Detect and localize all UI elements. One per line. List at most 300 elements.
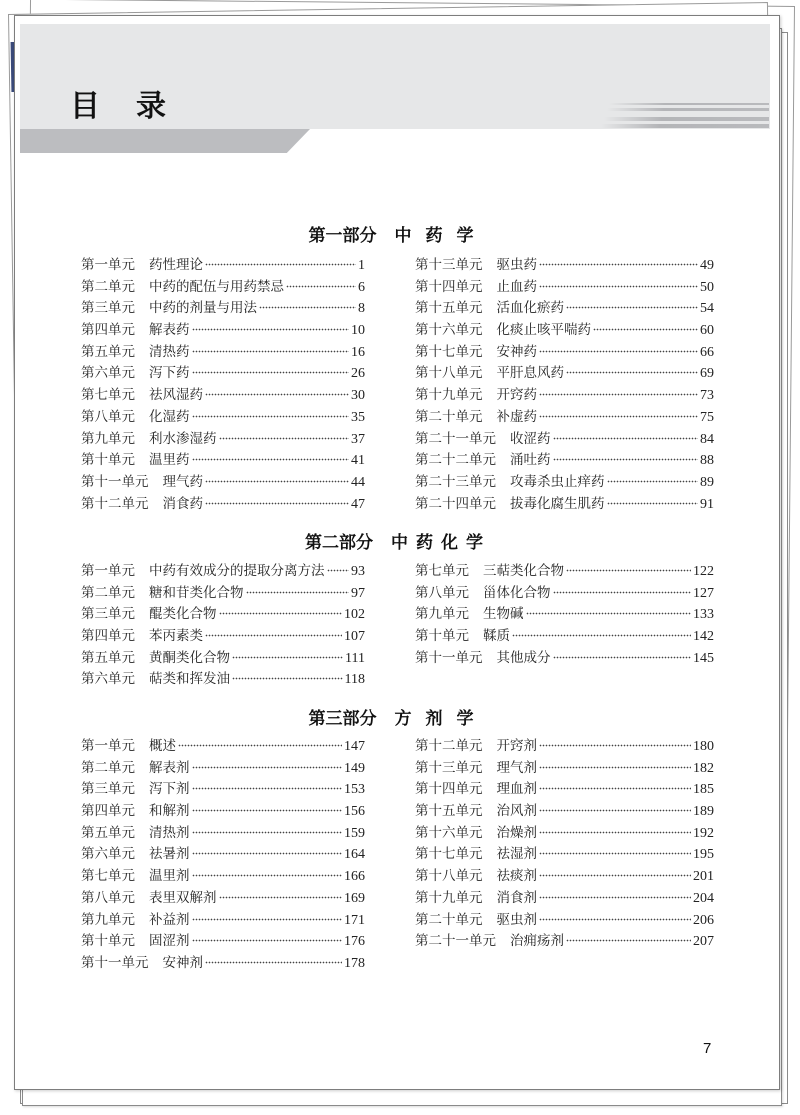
dot-leader xyxy=(539,874,691,877)
dot-leader xyxy=(539,766,691,769)
entry-title: 收涩药 xyxy=(510,430,551,447)
dot-leader xyxy=(512,634,691,637)
entry-title: 萜类和挥发油 xyxy=(149,671,230,688)
page-ref: 30 xyxy=(351,388,365,404)
entry-title: 活血化瘀药 xyxy=(496,300,564,317)
toc-entry[interactable] xyxy=(81,734,365,756)
entry-title: 开窍药 xyxy=(496,387,537,404)
page-ref: 192 xyxy=(693,825,714,841)
entry-title: 清热药 xyxy=(149,343,190,360)
page-ref: 176 xyxy=(344,934,365,950)
toc-entry[interactable] xyxy=(415,646,714,668)
toc-column-right xyxy=(415,253,714,513)
dot-leader xyxy=(539,787,691,790)
dot-leader xyxy=(192,458,350,461)
page-ref: 178 xyxy=(344,955,365,971)
page-ref: 133 xyxy=(693,607,714,623)
page-ref: 6 xyxy=(358,279,365,295)
dot-leader xyxy=(539,896,691,899)
dot-leader xyxy=(607,480,699,483)
unit-label: 第七单元 xyxy=(81,868,135,885)
entry-title: 理血剂 xyxy=(496,781,537,798)
page-ref: 16 xyxy=(351,344,365,360)
dot-leader xyxy=(192,809,343,812)
toc-entry[interactable] xyxy=(81,777,365,799)
page-ref: 122 xyxy=(693,564,714,579)
toc-entry[interactable] xyxy=(415,842,714,864)
page-ref: 54 xyxy=(700,301,714,317)
dot-leader xyxy=(192,766,343,769)
unit-label: 第二单元 xyxy=(81,759,135,776)
dot-leader xyxy=(327,569,350,572)
page-ref: 10 xyxy=(351,323,365,339)
entry-title: 开窍剂 xyxy=(496,738,537,754)
unit-label: 第十三单元 xyxy=(415,257,483,273)
entry-title: 甾体化合物 xyxy=(483,584,551,601)
dot-leader xyxy=(192,852,343,855)
dot-leader xyxy=(539,285,698,288)
dot-leader xyxy=(192,874,343,877)
toc-entry[interactable] xyxy=(81,756,365,778)
toc-entry[interactable] xyxy=(81,275,365,297)
toc-entry[interactable] xyxy=(81,929,365,951)
toc-entry[interactable] xyxy=(415,756,714,778)
toc-entry[interactable] xyxy=(81,667,365,689)
toc-column-left xyxy=(81,559,365,689)
toc-entry[interactable] xyxy=(415,886,714,908)
toc-entry[interactable] xyxy=(415,405,714,427)
toc-entry[interactable] xyxy=(415,624,714,646)
toc-entry[interactable] xyxy=(415,361,714,383)
toc-entry[interactable] xyxy=(81,448,365,470)
toc-entry[interactable] xyxy=(415,296,714,318)
unit-label: 第四单元 xyxy=(81,803,135,820)
page-ref: 182 xyxy=(693,760,714,776)
toc-entry[interactable] xyxy=(81,470,365,492)
page-ref: 49 xyxy=(700,258,714,273)
entry-title: 安神剂 xyxy=(162,954,203,971)
dot-leader xyxy=(219,612,343,615)
unit-label: 第十四单元 xyxy=(415,278,483,295)
dot-leader xyxy=(259,306,356,309)
page-ref: 47 xyxy=(351,496,365,512)
dot-leader xyxy=(232,677,343,680)
toc-entry[interactable] xyxy=(81,624,365,646)
unit-label: 第八单元 xyxy=(415,584,469,601)
entry-title: 黄酮类化合物 xyxy=(149,649,230,666)
entry-title: 温里剂 xyxy=(149,868,190,885)
unit-label: 第十七单元 xyxy=(415,846,483,863)
toc-column-right xyxy=(415,734,714,951)
entry-title: 驱虫药 xyxy=(496,257,537,273)
entry-title: 祛风湿药 xyxy=(149,387,203,404)
header-stripe xyxy=(20,129,310,153)
entry-title: 祛湿剂 xyxy=(496,846,537,863)
page-ref: 97 xyxy=(351,585,365,601)
dot-leader xyxy=(539,393,698,396)
unit-label: 第九单元 xyxy=(81,911,135,928)
page-ref: 107 xyxy=(344,629,365,645)
entry-title: 三萜类化合物 xyxy=(483,563,564,579)
entry-title: 其他成分 xyxy=(496,649,551,666)
toc-entry[interactable] xyxy=(415,492,714,514)
unit-label: 第十二单元 xyxy=(81,495,149,512)
toc-entry[interactable] xyxy=(81,427,365,449)
toc-entry[interactable] xyxy=(415,383,714,405)
entry-title: 解表剂 xyxy=(149,759,190,776)
toc-entry[interactable] xyxy=(81,405,365,427)
toc-entry[interactable] xyxy=(81,492,365,514)
entry-title: 治痈疡剂 xyxy=(510,933,564,950)
unit-label: 第十单元 xyxy=(81,452,135,469)
unit-label: 第九单元 xyxy=(415,606,469,623)
page-ref: 153 xyxy=(344,782,365,798)
page-ref: 102 xyxy=(344,607,365,623)
section-prefix: 第二部分 xyxy=(305,533,373,553)
dot-leader xyxy=(539,809,691,812)
unit-label: 第五单元 xyxy=(81,649,135,666)
unit-label: 第八单元 xyxy=(81,408,135,425)
toc-entry[interactable] xyxy=(81,821,365,843)
toc-entry[interactable] xyxy=(415,929,714,951)
dot-leader xyxy=(566,306,698,309)
toc-entry[interactable] xyxy=(81,864,365,886)
toc-column-left xyxy=(81,253,365,513)
dot-leader xyxy=(205,634,342,637)
dot-leader xyxy=(539,918,691,921)
page-ref: 84 xyxy=(700,431,714,447)
toc-column-right xyxy=(415,559,714,667)
toc-entry[interactable] xyxy=(415,799,714,821)
page-ref: 1 xyxy=(358,258,365,273)
page-ref: 41 xyxy=(351,453,365,469)
unit-label: 第三单元 xyxy=(81,781,135,798)
toc-entry[interactable] xyxy=(415,275,714,297)
page-ref: 159 xyxy=(344,825,365,841)
entry-title: 糖和苷类化合物 xyxy=(149,584,244,601)
dot-leader xyxy=(192,415,350,418)
dot-leader xyxy=(178,744,342,747)
unit-label: 第十单元 xyxy=(415,628,469,645)
toc-entry[interactable] xyxy=(415,581,714,603)
entry-title: 中药的配伍与用药禁忌 xyxy=(149,278,284,295)
entry-title: 中药有效成分的提取分离方法 xyxy=(149,563,325,579)
page-ref: 189 xyxy=(693,804,714,820)
dot-leader xyxy=(593,328,698,331)
entry-title: 消食药 xyxy=(162,495,203,512)
unit-label: 第十一单元 xyxy=(81,954,149,971)
toc-page xyxy=(14,15,780,1090)
unit-label: 第一单元 xyxy=(81,257,135,273)
unit-label: 第十五单元 xyxy=(415,300,483,317)
page-ref: 127 xyxy=(693,585,714,601)
page-ref: 156 xyxy=(344,804,365,820)
unit-label: 第八单元 xyxy=(81,889,135,906)
toc-column-left xyxy=(81,734,365,973)
page-ref: 91 xyxy=(700,496,714,512)
toc-entry[interactable] xyxy=(415,864,714,886)
entry-title: 理气药 xyxy=(162,473,203,490)
page-ref: 69 xyxy=(700,366,714,382)
unit-label: 第七单元 xyxy=(81,387,135,404)
unit-label: 第十四单元 xyxy=(415,781,483,798)
dot-leader xyxy=(192,939,343,942)
unit-label: 第三单元 xyxy=(81,300,135,317)
page-ref: 73 xyxy=(700,388,714,404)
dot-leader xyxy=(539,350,698,353)
dot-leader xyxy=(539,263,698,266)
page-number: 7 xyxy=(703,1040,712,1057)
toc-entry[interactable] xyxy=(81,951,365,973)
page-ref: 204 xyxy=(693,890,714,906)
page-ref: 166 xyxy=(344,869,365,885)
unit-label: 第十八单元 xyxy=(415,365,483,382)
dot-leader xyxy=(286,285,356,288)
toc-entry[interactable] xyxy=(81,318,365,340)
page-ref: 8 xyxy=(358,301,365,317)
toc-entry[interactable] xyxy=(81,296,365,318)
unit-label: 第十三单元 xyxy=(415,759,483,776)
page-ref: 75 xyxy=(700,409,714,425)
page-ref: 147 xyxy=(344,739,365,754)
entry-title: 安神药 xyxy=(496,343,537,360)
toc-entry[interactable] xyxy=(415,559,714,581)
unit-label: 第十九单元 xyxy=(415,889,483,906)
entry-title: 化湿药 xyxy=(149,408,190,425)
page-ref: 185 xyxy=(693,782,714,798)
unit-label: 第五单元 xyxy=(81,343,135,360)
section-heading xyxy=(15,704,781,729)
unit-label: 第二十四单元 xyxy=(415,495,496,512)
dot-leader xyxy=(553,437,699,440)
header-decoration-lines xyxy=(604,103,769,130)
unit-label: 第十六单元 xyxy=(415,322,483,339)
entry-title: 药性理论 xyxy=(149,257,203,273)
unit-label: 第十八单元 xyxy=(415,868,483,885)
unit-label: 第十九单元 xyxy=(415,387,483,404)
dot-leader xyxy=(219,437,350,440)
toc-entry[interactable] xyxy=(415,821,714,843)
unit-label: 第六单元 xyxy=(81,846,135,863)
section-name: 中药学 xyxy=(394,226,488,246)
entry-title: 表里双解剂 xyxy=(149,889,217,906)
dot-leader xyxy=(553,656,692,659)
page-ref: 66 xyxy=(700,344,714,360)
dot-leader xyxy=(566,569,691,572)
entry-title: 和解剂 xyxy=(149,803,190,820)
entry-title: 清热剂 xyxy=(149,824,190,841)
entry-title: 补虚药 xyxy=(496,408,537,425)
page-ref: 89 xyxy=(700,474,714,490)
toc-entry[interactable] xyxy=(81,340,365,362)
page-ref: 164 xyxy=(344,847,365,863)
unit-label: 第六单元 xyxy=(81,365,135,382)
dot-leader xyxy=(553,591,692,594)
unit-label: 第二十单元 xyxy=(415,408,483,425)
page-ref: 142 xyxy=(693,629,714,645)
unit-label: 第十一单元 xyxy=(415,649,483,666)
entry-title: 鞣质 xyxy=(483,628,510,645)
dot-leader xyxy=(205,502,349,505)
entry-title: 祛暑剂 xyxy=(149,846,190,863)
toc-entry[interactable] xyxy=(81,799,365,821)
entry-title: 攻毒杀虫止痒药 xyxy=(510,473,605,490)
dot-leader xyxy=(539,415,698,418)
toc-entry[interactable] xyxy=(81,842,365,864)
dot-leader xyxy=(539,831,691,834)
page-ref: 195 xyxy=(693,847,714,863)
page-ref: 111 xyxy=(345,650,365,666)
toc-entry[interactable] xyxy=(415,602,714,624)
dot-leader xyxy=(607,502,699,505)
unit-label: 第十六单元 xyxy=(415,824,483,841)
section-prefix: 第三部分 xyxy=(308,709,377,729)
unit-label: 第二单元 xyxy=(81,584,135,601)
toc-entry[interactable] xyxy=(415,734,714,756)
entry-title: 治风剂 xyxy=(496,803,537,820)
entry-title: 补益剂 xyxy=(149,911,190,928)
unit-label: 第二十一单元 xyxy=(415,430,496,447)
unit-label: 第十一单元 xyxy=(81,473,149,490)
toc-entry[interactable] xyxy=(415,340,714,362)
toc-entry[interactable] xyxy=(81,253,365,275)
entry-title: 止血药 xyxy=(496,278,537,295)
dot-leader xyxy=(526,612,692,615)
page-ref: 35 xyxy=(351,409,365,425)
section-heading xyxy=(15,221,781,246)
dot-leader xyxy=(205,393,349,396)
toc-entry[interactable] xyxy=(81,361,365,383)
toc-entry[interactable] xyxy=(415,470,714,492)
page-ref: 60 xyxy=(700,323,714,339)
dot-leader xyxy=(566,371,698,374)
dot-leader xyxy=(553,458,699,461)
unit-label: 第二单元 xyxy=(81,278,135,295)
page-ref: 171 xyxy=(344,912,365,928)
toc-entry[interactable] xyxy=(415,448,714,470)
toc-entry[interactable] xyxy=(415,908,714,930)
dot-leader xyxy=(205,263,356,266)
toc-entry[interactable] xyxy=(415,318,714,340)
unit-label: 第一单元 xyxy=(81,738,135,754)
dot-leader xyxy=(192,371,350,374)
page-ref: 169 xyxy=(344,890,365,906)
entry-title: 利水渗湿药 xyxy=(149,430,217,447)
unit-label: 第十单元 xyxy=(81,933,135,950)
entry-title: 生物碱 xyxy=(483,606,524,623)
entry-title: 拔毒化腐生肌药 xyxy=(510,495,605,512)
entry-title: 醌类化合物 xyxy=(149,606,217,623)
unit-label: 第二十二单元 xyxy=(415,452,496,469)
toc-entry[interactable] xyxy=(415,253,714,275)
unit-label: 第十七单元 xyxy=(415,343,483,360)
unit-label: 第四单元 xyxy=(81,628,135,645)
entry-title: 消食剂 xyxy=(496,889,537,906)
dot-leader xyxy=(205,961,342,964)
page-ref: 93 xyxy=(351,564,365,579)
toc-entry[interactable] xyxy=(81,559,365,581)
unit-label: 第十二单元 xyxy=(415,738,483,754)
entry-title: 概述 xyxy=(149,738,176,754)
page-ref: 50 xyxy=(700,279,714,295)
entry-title: 温里药 xyxy=(149,452,190,469)
toc-entry[interactable] xyxy=(81,908,365,930)
toc-entry[interactable] xyxy=(415,427,714,449)
entry-title: 涌吐药 xyxy=(510,452,551,469)
page-ref: 149 xyxy=(344,760,365,776)
page-ref: 118 xyxy=(344,672,365,688)
unit-label: 第十五单元 xyxy=(415,803,483,820)
entry-title: 理气剂 xyxy=(496,759,537,776)
dot-leader xyxy=(246,591,350,594)
dot-leader xyxy=(192,787,343,790)
dot-leader xyxy=(566,939,691,942)
unit-label: 第二十三单元 xyxy=(415,473,496,490)
page-title: 目录 xyxy=(70,89,202,124)
dot-leader xyxy=(219,896,343,899)
dot-leader xyxy=(205,480,349,483)
unit-label: 第二十单元 xyxy=(415,911,483,928)
unit-label: 第六单元 xyxy=(81,671,135,688)
entry-title: 中药的剂量与用法 xyxy=(149,300,257,317)
page-ref: 201 xyxy=(693,869,714,885)
toc-entry[interactable] xyxy=(415,777,714,799)
entry-title: 祛痰剂 xyxy=(496,868,537,885)
page-ref: 88 xyxy=(700,453,714,469)
page-ref: 145 xyxy=(693,650,714,666)
entry-title: 泻下药 xyxy=(149,365,190,382)
page-ref: 44 xyxy=(351,474,365,490)
dot-leader xyxy=(192,918,343,921)
unit-label: 第三单元 xyxy=(81,606,135,623)
toc-entry[interactable] xyxy=(81,646,365,668)
section-heading xyxy=(15,528,781,553)
section-name: 中药化学 xyxy=(391,533,491,553)
section-prefix: 第一部分 xyxy=(308,226,377,246)
entry-title: 平肝息风药 xyxy=(496,365,564,382)
dot-leader xyxy=(192,328,350,331)
entry-title: 苯丙素类 xyxy=(149,628,203,645)
dot-leader xyxy=(539,744,691,747)
entry-title: 驱虫剂 xyxy=(496,911,537,928)
entry-title: 泻下剂 xyxy=(149,781,190,798)
entry-title: 解表药 xyxy=(149,322,190,339)
unit-label: 第九单元 xyxy=(81,430,135,447)
dot-leader xyxy=(232,656,343,659)
toc-entry[interactable] xyxy=(81,581,365,603)
toc-entry[interactable] xyxy=(81,886,365,908)
entry-title: 化痰止咳平喘药 xyxy=(496,322,591,339)
entry-title: 固涩剂 xyxy=(149,933,190,950)
page-ref: 180 xyxy=(693,739,714,754)
entry-title: 治燥剂 xyxy=(496,824,537,841)
unit-label: 第四单元 xyxy=(81,322,135,339)
unit-label: 第五单元 xyxy=(81,824,135,841)
dot-leader xyxy=(539,852,691,855)
toc-entry[interactable] xyxy=(81,602,365,624)
dot-leader xyxy=(192,831,343,834)
page-ref: 26 xyxy=(351,366,365,382)
unit-label: 第一单元 xyxy=(81,563,135,579)
page-ref: 207 xyxy=(693,934,714,950)
unit-label: 第二十一单元 xyxy=(415,933,496,950)
page-ref: 37 xyxy=(351,431,365,447)
page-ref: 206 xyxy=(693,912,714,928)
toc-entry[interactable] xyxy=(81,383,365,405)
dot-leader xyxy=(192,350,350,353)
unit-label: 第七单元 xyxy=(415,563,469,579)
section-name: 方剂学 xyxy=(394,709,488,729)
